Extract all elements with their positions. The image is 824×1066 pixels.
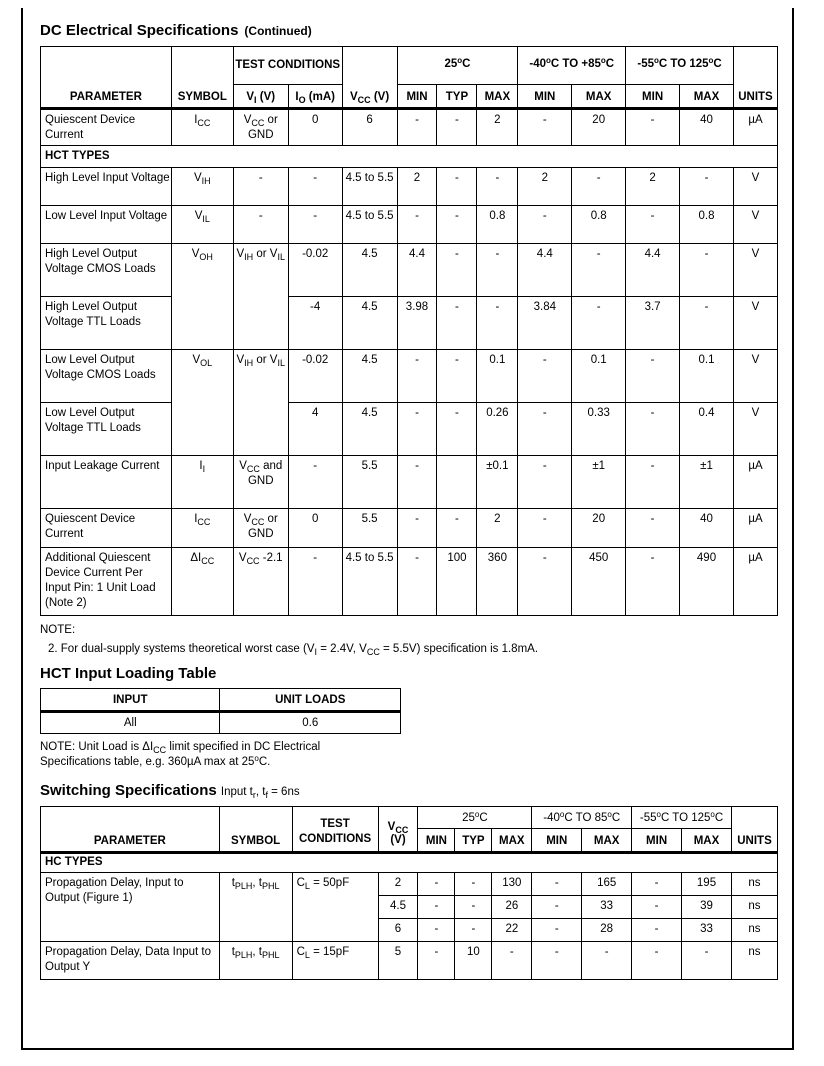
loading-table-title: HCT Input Loading Table [40, 665, 217, 682]
table-row: High Level Output Voltage TTL Loads -4 4.5 3.98 - - 3.84 - 3.7 - V [41, 297, 778, 350]
col-vi: $V_I$ (V) [233, 85, 288, 109]
sw-col-vcc: $V_{CC}$ (V) [378, 807, 418, 853]
col-min-55: MIN [626, 85, 680, 109]
table-row: Low Level Output Voltage TTL Loads 4 4.5 - - 0.26 - 0.33 - 0.4 V [41, 403, 778, 456]
col-max-55: MAX [680, 85, 734, 109]
table-row: Low Level Output Voltage CMOS Loads $V_{OL}$ $V_{IH}$ or $V_{IL}$ -0.02 4.5 - - 0.1 - 0.1 - 0.1 V [41, 350, 778, 403]
table-row: High Level Input Voltage $V_{IH}$ - - 4.5 to 5.5 2 - - 2 - 2 - V [41, 168, 778, 206]
table-row: 6 - - 22 - 28 - 33 ns [41, 919, 778, 942]
sw-col-symbol: SYMBOL [219, 807, 292, 853]
loading-header-row [41, 689, 401, 712]
col-25c: 25$^o$C [397, 47, 518, 85]
col-units: UNITS [733, 47, 777, 109]
table-row: Propagation Delay, Input to Output (Figure 1) $t_{PLH}$, $t_{PHL}$ $C_L = 50pF$ 2 - - 130 - 165 - 195 ns [41, 873, 778, 896]
table-row: Quiescent Device Current $I_{CC}$ $V_{CC}$ or GND 0 5.5 - - 2 - 20 - 40 µA [41, 509, 778, 548]
dc-specs-title: DC Electrical Specifications (Continued) [40, 22, 312, 39]
table-row: Additional Quiescent Device Current Per Input Pin: 1 Unit Load (Note 2) $\Delta I_{CC}$ $V_{CC}$ -2.1 - 4.5 to 5.5 - 100 360 - 450 - 490 µA [41, 548, 778, 616]
switching-specs-title: Switching Specifications Input $t_r$, $t_f = 6ns$ [40, 782, 300, 800]
col-typ-25: TYP [437, 85, 477, 109]
sw-header-row-1 [41, 807, 778, 829]
sw-col-55c-125c: -55$^o$C TO 125$^o$C [632, 807, 732, 829]
section-row-hc-types: HC TYPES [41, 853, 778, 873]
section-row-hct-types: HCT TYPES [41, 146, 778, 168]
col-symbol: SYMBOL [171, 47, 233, 109]
col-min-25: MIN [397, 85, 437, 109]
header-row-1 [41, 47, 778, 85]
col-max-25: MAX [477, 85, 518, 109]
col-unit-loads: UNIT LOADS [220, 689, 401, 712]
table-row: Propagation Delay, Data Input to Output Y $t_{PLH}$, $t_{PHL}$ $C_L = 15pF$ 5 - 10 - - - - - ns [41, 942, 778, 980]
sw-col-40c-85c: -40$^o$C TO 85$^o$C [532, 807, 632, 829]
sw-col-parameter: PARAMETER [41, 807, 220, 853]
table-row: All 0.6 [41, 712, 401, 734]
col-input: INPUT [41, 689, 220, 712]
sw-col-test-conditions: TEST CONDITIONS [292, 807, 378, 853]
col-40c-85c: -40$^o$C TO $+85^oC$ [518, 47, 626, 85]
sw-col-units: UNITS [731, 807, 777, 853]
col-test-conditions: TEST CONDITIONS [233, 47, 342, 85]
table-row: Quiescent Device Current $I_{CC}$ $V_{CC}$ or GND 0 6 - - 2 - 20 - 40 µA [41, 109, 778, 146]
col-max-40: MAX [572, 85, 626, 109]
dc-note-label: NOTE: [40, 624, 76, 636]
sw-col-25c: 25$^o$C [418, 807, 532, 829]
col-vcc: $V_{CC}$ (V) [342, 47, 397, 109]
col-55c-125c: -55$^o$C TO 125$^o$C [626, 47, 734, 85]
dc-note-2: 2. For dual-supply systems theoretical worst case ($V_I = 2.4V$, $V_{CC} = 5.5V$) specification is 1.8mA. [48, 643, 539, 657]
loading-note: NOTE: Unit Load is $\Delta I_{CC}$ limit specified in DC Electrical Specifications table, e.g. 360µA max at 25$^o$C. [40, 741, 321, 768]
sw-header-row-2: MIN TYP MAX MIN MAX MIN MAX [41, 829, 778, 853]
switching-specs-table [40, 806, 778, 980]
dc-specs-table [40, 46, 778, 616]
table-row: 4.5 - - 26 - 33 - 39 ns [41, 896, 778, 919]
col-parameter: PARAMETER [41, 47, 172, 109]
col-io: $I_O$ (mA) [288, 85, 342, 109]
table-row: Low Level Input Voltage $V_{IL}$ - - 4.5 to 5.5 - - 0.8 - 0.8 - 0.8 V [41, 206, 778, 244]
input-loading-table [40, 688, 401, 734]
table-row: High Level Output Voltage CMOS Loads $V_{OH}$ $V_{IH}$ or $V_{IL}$ -0.02 4.5 4.4 - - 4.4 - 4.4 - V [41, 244, 778, 297]
col-min-40: MIN [518, 85, 572, 109]
table-row: Input Leakage Current $I_I$ $V_{CC}$ and GND - 5.5 - ±0.1 - ±1 - ±1 µA [41, 456, 778, 509]
